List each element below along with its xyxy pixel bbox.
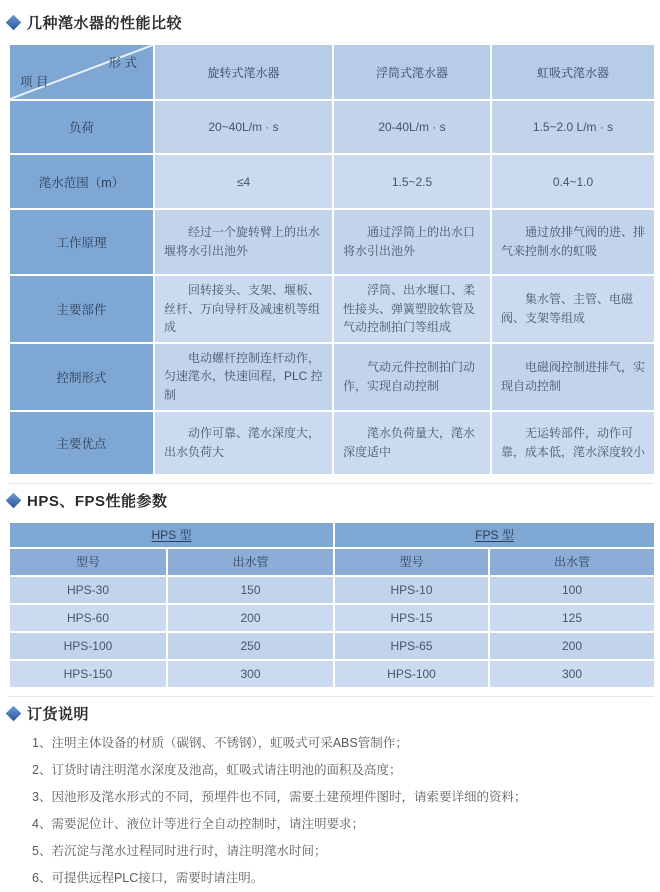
table-cell: 200: [167, 604, 334, 632]
table-cell: HPS-15: [334, 604, 489, 632]
order-note: 5、若沉淀与滗水过程同时进行时，请注明滗水时间；: [32, 843, 327, 858]
table-row: [9, 275, 655, 343]
column-header: 虹吸式滗水器: [491, 44, 655, 100]
diamond-icon: [6, 705, 22, 721]
comparison-table: [8, 43, 656, 476]
sub-header: 出水管: [167, 548, 334, 576]
table-cell: 20-40L/m · s: [333, 100, 491, 154]
table-row: [9, 411, 655, 475]
table-cell: 滗水负荷量大，滗水深度适中: [333, 411, 491, 475]
table-row: [9, 604, 655, 632]
diamond-icon: [6, 492, 22, 508]
row-label: 控制形式: [9, 343, 154, 411]
table-cell: HPS-100: [9, 632, 167, 660]
table-cell: 1.5~2.5: [333, 154, 491, 209]
corner-label-form: 形 式: [108, 56, 137, 70]
column-header: 旋转式滗水器: [154, 44, 333, 100]
row-label: 主要优点: [9, 411, 154, 475]
group-header: HPS 型: [9, 522, 334, 548]
section-title: 订货说明: [27, 705, 90, 723]
row-label: 负荷: [9, 100, 154, 154]
table-cell: HPS-60: [9, 604, 167, 632]
table-cell: HPS-150: [9, 660, 167, 688]
order-note: 2、订货时请注明滗水深度及池高，虹吸式请注明池的面积及高度；: [32, 762, 402, 777]
sub-header: 出水管: [489, 548, 655, 576]
order-note: 3、因池形及滗水形式的不同，预埋件也不同，需要土建预埋件图时，请索要详细的资料；: [32, 789, 527, 804]
row-label: 滗水范围（m）: [9, 154, 154, 209]
table-cell: 经过一个旋转臂上的出水堰将水引出池外: [154, 209, 333, 275]
table-cell: 动作可靠、滗水深度大，出水负荷大: [154, 411, 333, 475]
order-note: 1、注明主体设备的材质（碳钢、不锈钢），虹吸式可采ABS管制作；: [32, 735, 408, 750]
table-cell: 125: [489, 604, 655, 632]
section-divider: [8, 483, 654, 484]
table-cell: 300: [489, 660, 655, 688]
corner-label-item: 项 目: [20, 75, 49, 89]
section-heading-ordering: [8, 703, 654, 724]
sub-header: 型号: [334, 548, 489, 576]
table-cell: 200: [489, 632, 655, 660]
table-cell: 集水管、主管、电磁阀、支架等组成: [491, 275, 655, 343]
table-cell: 电磁阀控制进排气，实现自动控制: [491, 343, 655, 411]
table-cell: 1.5~2.0 L/m · s: [491, 100, 655, 154]
table-cell: 250: [167, 632, 334, 660]
table-row: [9, 576, 655, 604]
table-row: [9, 209, 655, 275]
order-note: 6、可提供远程PLC接口，需要时请注明。: [32, 870, 264, 885]
section-heading-params: [8, 490, 654, 511]
diamond-icon: [6, 15, 22, 31]
table-cell: HPS-10: [334, 576, 489, 604]
section-heading-comparison: [8, 12, 654, 33]
table-cell: 电动螺杆控制连杆动作，匀速滗水，快速回程，PLC 控制: [154, 343, 333, 411]
table-cell: 20~40L/m · s: [154, 100, 333, 154]
table-cell: 300: [167, 660, 334, 688]
row-label: 主要部件: [9, 275, 154, 343]
order-notes-list: [32, 730, 654, 892]
column-header: 浮筒式滗水器: [333, 44, 491, 100]
table-cell: 0.4~1.0: [491, 154, 655, 209]
table-cell: 回转接头、支架、堰板、丝杆、万向导杆及减速机等组成: [154, 275, 333, 343]
sub-header-row: [9, 548, 655, 576]
table-cell: 通过浮筒上的出水口将水引出池外: [333, 209, 491, 275]
section-title: 几种滗水器的性能比较: [27, 15, 183, 32]
table-cell: 无运转部件，动作可靠，成本低，滗水深度较小: [491, 411, 655, 475]
section-title: HPS、FPS性能参数: [27, 492, 168, 510]
sub-header: 型号: [9, 548, 167, 576]
table-cell: HPS-65: [334, 632, 489, 660]
table-row: [9, 100, 655, 154]
table-row: [9, 632, 655, 660]
group-header: FPS 型: [334, 522, 655, 548]
table-cell: 100: [489, 576, 655, 604]
group-header-row: [9, 522, 655, 548]
perf-table: [8, 521, 656, 689]
table-cell: ≤4: [154, 154, 333, 209]
table-cell: 150: [167, 576, 334, 604]
table-row: [9, 660, 655, 688]
table-cell: HPS-30: [9, 576, 167, 604]
table-cell: 浮筒、出水堰口、柔性接头、弹簧塑胶软管及气动控制拍门等组成: [333, 275, 491, 343]
corner-cell: [9, 44, 154, 100]
table-cell: 通过放排气阀的进、排气来控制水的虹吸: [491, 209, 655, 275]
table-cell: HPS-100: [334, 660, 489, 688]
row-label: 工作原理: [9, 209, 154, 275]
table-row: [9, 154, 655, 209]
table-header-row: [9, 44, 655, 100]
table-cell: 气动元件控制拍门动作，实现自动控制: [333, 343, 491, 411]
section-divider: [8, 696, 654, 697]
table-row: [9, 343, 655, 411]
order-note: 4、需要泥位计、液位计等进行全自动控制时，请注明要求；: [32, 816, 364, 831]
